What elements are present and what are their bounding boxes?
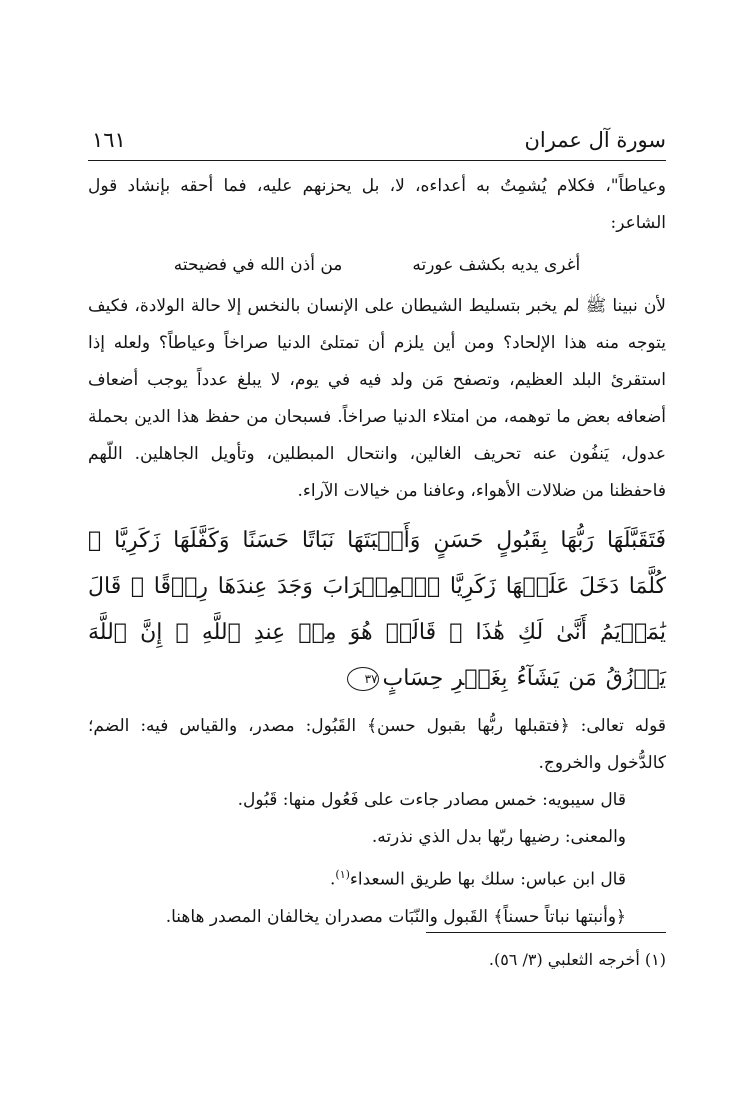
page-body (88, 168, 666, 936)
footnote-divider (426, 932, 666, 933)
paragraph-2: لأن نبينا ﷺ لم يخبر بتسليط الشيطان على الإنسان بالنخس إلا حالة الولادة، فكيف يتوجه منه هذا الإلحاد؟ ومن أين يلزم أن تمتلئ الدنيا صراخاً وعياطاً؟ ولعله إذا استقرئ البلد العظيم، وتصفح مَن ولد فيه في يوم، لا يبلغ عدداً يوجب أضعاف أضعافه بعض ما توهمه، من امتلاء الدنيا صراخاً. فسبحان من حفظ هذا الدين بحملة عدول، يَنفُون عنه تحريف الغالين، وانتحال المبطلين، وتأويل الجاهلين. اللّهم فاحفظنا من ضلالات الأهواء، وعافنا من خيالات الآراء. (88, 296, 666, 501)
quran-text: فَتَقَبَّلَهَا رَبُّهَا بِقَبُولٍ حَسَنٍ وَأَنۢبَتَهَا نَبَاتًا حَسَنًا وَكَفَّلَهَا زَكَرِيَّا ۖ كُلَّمَا دَخَلَ عَلَيۡهَا زَكَرِيَّا ٱلۡمِحۡرَابَ وَجَدَ عِندَهَا رِزۡقًا ۖ قَالَ يَٰمَرۡيَمُ أَنَّىٰ لَكِ هَٰذَا ۖ قَالَتۡ هُوَ مِنۡ عِندِ ٱللَّهِ ۖ إِنَّ ٱللَّهَ يَرۡزُقُ مَن يَشَآءُ بِغَيۡرِ حِسَابٍ (88, 528, 666, 691)
verse-hemistich-right: أغرى يديه بكشف عورته (412, 255, 581, 275)
ayah-number-marker: ٣٧ (347, 667, 379, 691)
paragraph-7: ﴿وأنبتها نباتاً حسناً﴾ القَبول والنّبَات مصدران يخالفان المصدر هاهنا. (165, 906, 626, 927)
page-number: ١٦١ (92, 128, 126, 152)
paragraph-5: والمعنى: رضيها ربّها بدل الذي نذرته. (371, 827, 626, 847)
paragraph-6 (88, 856, 666, 899)
paragraph-6-end: . (329, 869, 336, 890)
paragraph-4: قال سيبويه: خمس مصادر جاءت على فَعُول منها: قَبُول. (237, 790, 626, 810)
page-header (88, 128, 666, 161)
paragraph-6-text: قال ابن عباس: سلك بها طريق السعداء (349, 869, 626, 890)
paragraph-3: قوله تعالى: ﴿فتقبلها ربُّها بقبول حسن﴾ القَبُول: مصدر، والقياس فيه: الضم؛ كالدُّخول والخروج. (88, 716, 666, 773)
poetry-verse (88, 246, 666, 284)
quran-verse (88, 518, 666, 702)
surah-title: سورة آل عمران (524, 128, 666, 152)
verse-hemistich-left: من أذن الله في فضيحته (173, 255, 343, 275)
paragraph-1: وعياطاً"، فكلام يُشمِتُ به أعداءه، لا، بل يحزنهم عليه، فما أحقه بإنشاد قول الشاعر: (88, 176, 666, 233)
footnote: (١) أخرجه الثعلبي (٣/ ٥٦). (488, 950, 666, 969)
footnote-reference[interactable]: (١) (335, 868, 350, 881)
